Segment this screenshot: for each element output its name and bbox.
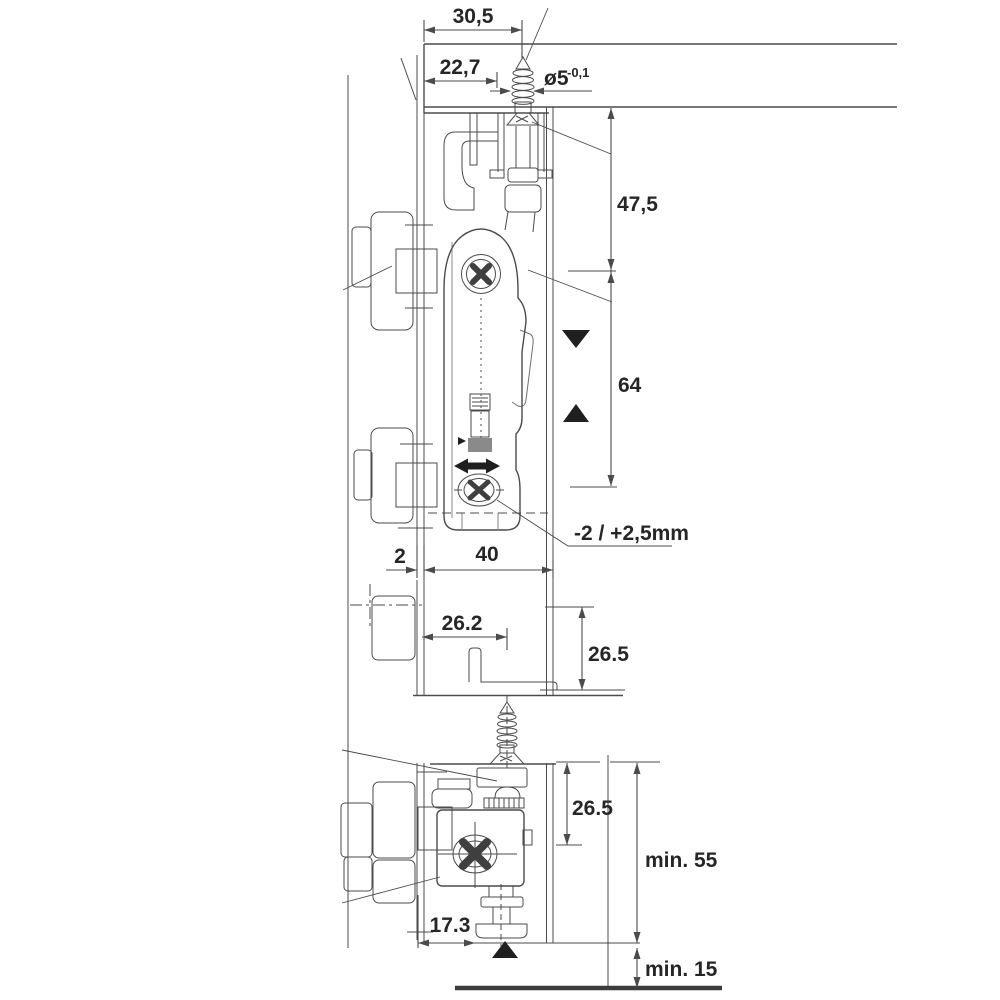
- oval-adjuster-screw-icon: [454, 474, 504, 506]
- dim-track-offset-label: 22,7: [439, 56, 481, 79]
- dim-top-width: [424, 5, 522, 58]
- phillips-screw-icon: [462, 255, 501, 294]
- small-pointer-icon: [458, 437, 466, 445]
- dim-wall-gap-label: 2: [394, 545, 406, 568]
- screw-leader-line: [526, 8, 548, 60]
- dim-upper-height: [528, 108, 658, 487]
- dim-height-adjust: [497, 500, 689, 546]
- wall-clip-lower-1: [341, 772, 447, 932]
- hanger-track: [470, 113, 552, 212]
- horizontal-adjust-arrow-icon: [454, 459, 500, 474]
- dim-bracket-height-label: 26.5: [588, 643, 629, 666]
- triangle-down-icon: [562, 330, 590, 348]
- cabinet-top-panel: [424, 44, 897, 113]
- guide-leader-line-2: [342, 877, 440, 903]
- dim-hole-dia-label: ø5: [544, 67, 569, 90]
- triangle-up-floor-icon: [492, 941, 518, 958]
- guide-pin: [476, 886, 527, 938]
- clip-leader-line: [343, 266, 392, 290]
- dim-upper-height-label: 47,5: [617, 193, 658, 216]
- dim-wall-gap-door: [386, 543, 553, 578]
- dim-floor-min: [610, 762, 718, 988]
- triangle-up-icon: [563, 404, 589, 422]
- door-panel-edges: [424, 107, 608, 988]
- dim-height-adjust-label: -2 / +2,5mm: [574, 522, 689, 545]
- dim-bracket-offset: [422, 612, 507, 650]
- dim-guide-offset: [418, 895, 475, 948]
- guide-leader-line-1: [342, 750, 497, 781]
- dim-hole-tol-label: -0,1: [567, 65, 590, 80]
- dim-bracket-offset-label: 26.2: [441, 612, 483, 635]
- dim-track-offset: [424, 56, 497, 88]
- dim-door-thickness-label: 40: [475, 543, 499, 566]
- side-wall: [348, 55, 417, 948]
- dim-floor-clearance-label: min. 15: [645, 958, 718, 981]
- dim-guide-height-label: 26.5: [572, 797, 613, 820]
- big-phillips-screw-icon: [438, 822, 517, 888]
- dim-hole-diameter: [490, 65, 592, 95]
- dim-guide-offset-label: 17.3: [429, 914, 471, 937]
- section-break-centerlines: [350, 584, 422, 660]
- roller-carriage: [428, 132, 548, 530]
- wall-clip-upper-2: [354, 428, 437, 528]
- dim-lower-height-label: 64: [618, 374, 642, 397]
- dim-floor-min-label: min. 55: [645, 849, 718, 872]
- dim-top-width-label: 30,5: [452, 5, 494, 28]
- dim-guide-height: [556, 762, 613, 845]
